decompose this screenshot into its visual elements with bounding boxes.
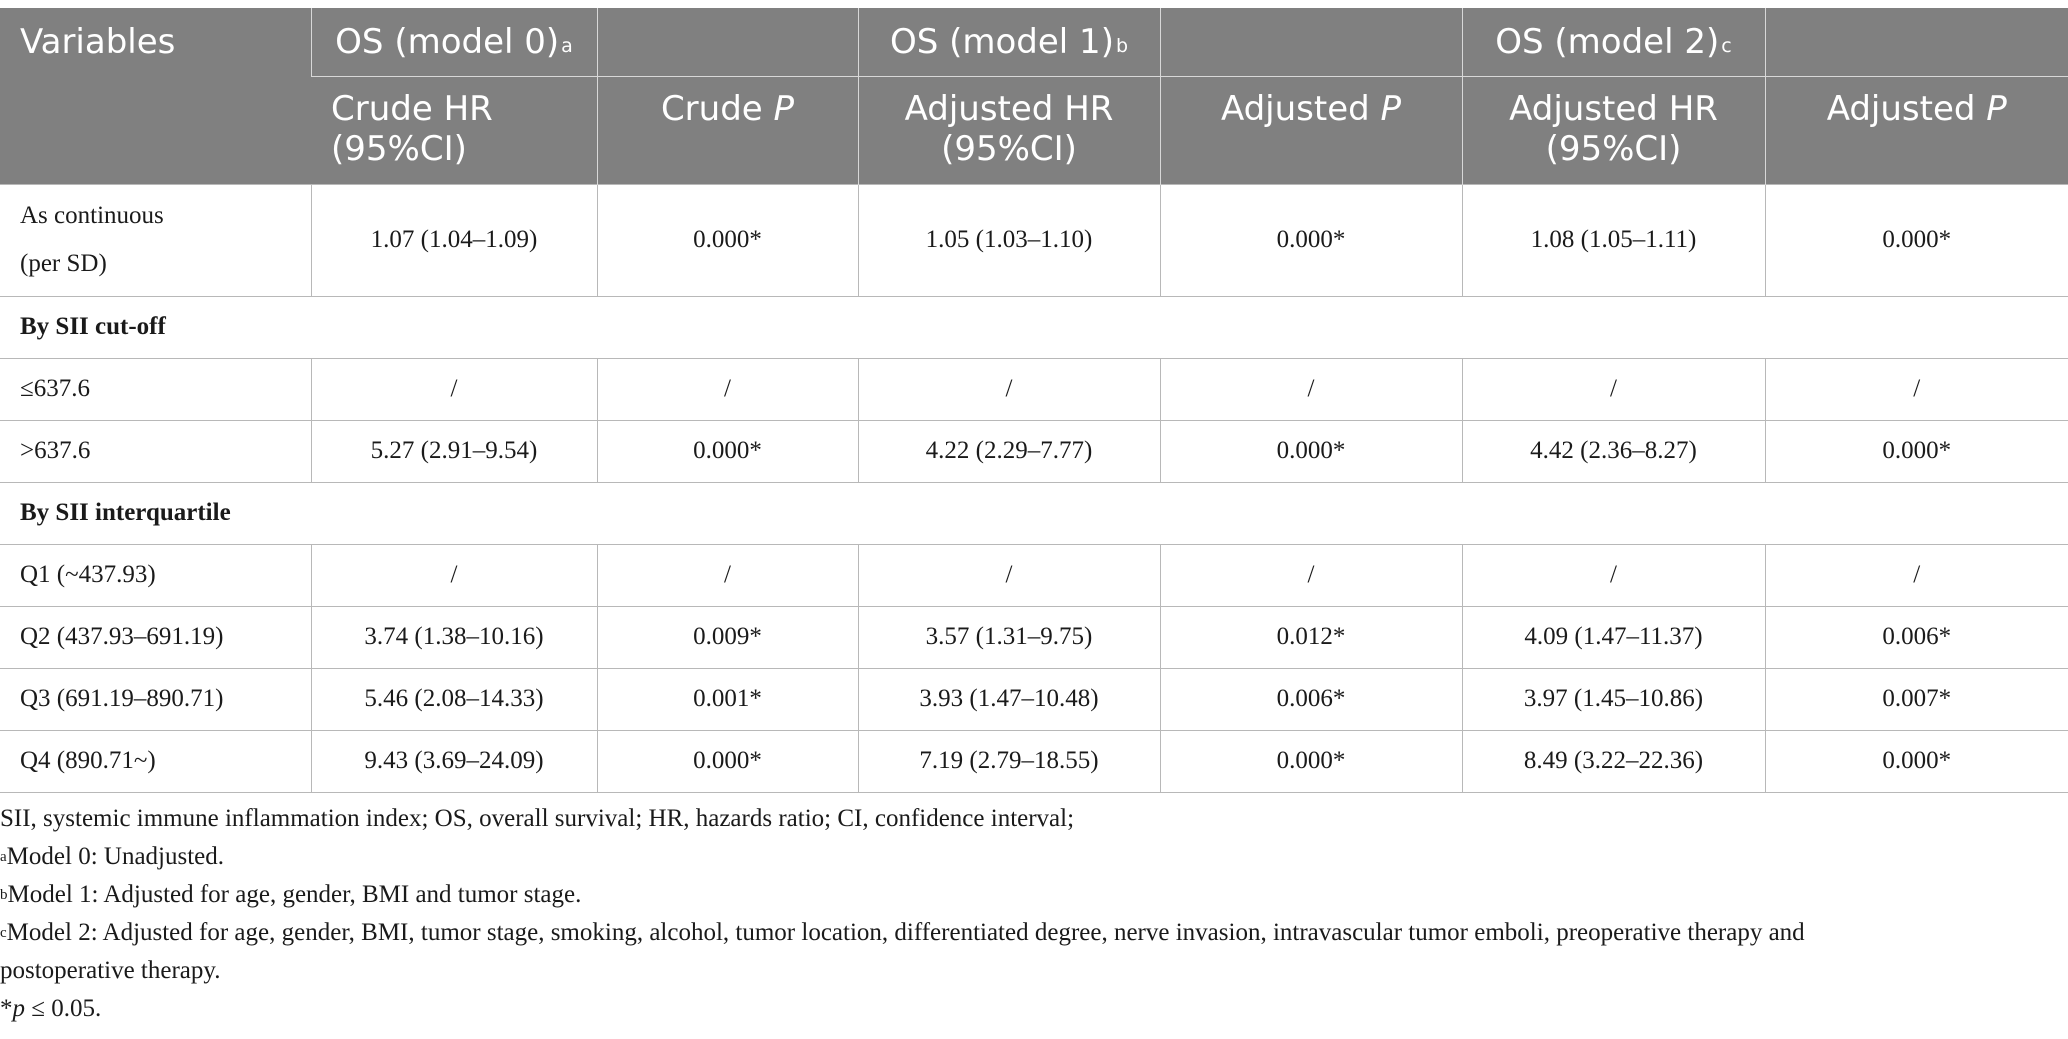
table-cell: 0.000* (1765, 420, 2068, 482)
table-cell: / (1160, 544, 1462, 606)
table-cell: / (1765, 358, 2068, 420)
footnote-p-italic: p (12, 995, 25, 1022)
table-cell: 0.000* (597, 420, 858, 482)
row-label (0, 184, 311, 296)
footnote-c-continued: postoperative therapy. (0, 957, 221, 984)
row-label: ≤637.6 (0, 358, 311, 420)
crude-hr-label: Crude HR (95%CI) (331, 88, 493, 169)
row-label: Q1 (~437.93) (0, 544, 311, 606)
table-cell: / (858, 358, 1160, 420)
table-cell: 0.001* (597, 668, 858, 730)
section-label: By SII cut-off (0, 296, 2068, 358)
footnote-a-text: Model 0: Unadjusted. (6, 843, 225, 870)
table-cell: / (1765, 544, 2068, 606)
header-row-sub (0, 76, 2068, 184)
table-cell: 3.93 (1.47–10.48) (858, 668, 1160, 730)
footnote-c-sup: c (0, 925, 7, 941)
model1-label: OS (model 1) (889, 22, 1114, 62)
table-cell: / (1462, 544, 1765, 606)
table-cell: / (1160, 358, 1462, 420)
footnote-abbreviations: SII, systemic immune inflammation index; OS, overall survival; HR, hazards ratio; CI, confidence interval; (0, 805, 1075, 832)
table-cell: 3.57 (1.31–9.75) (858, 606, 1160, 668)
table-cell: 0.000* (597, 184, 858, 296)
table-cell: 4.22 (2.29–7.77) (858, 420, 1160, 482)
model1-sup: b (1115, 35, 1129, 57)
footnote-c (0, 914, 2068, 952)
header-adj-p-1 (1160, 76, 1462, 184)
table-cell: 0.007* (1765, 668, 2068, 730)
table-row-gt (0, 420, 2068, 482)
p-italic: P (773, 88, 795, 129)
row-label: Q4 (890.71~) (0, 730, 311, 792)
table-footnotes (0, 800, 2068, 1028)
table-cell: 0.009* (597, 606, 858, 668)
header-empty-3 (1765, 8, 2068, 76)
adj-p-1-label: Adjusted (1220, 88, 1370, 129)
table-cell: 7.19 (2.79–18.55) (858, 730, 1160, 792)
table-cell: 4.42 (2.36–8.27) (1462, 420, 1765, 482)
table-cell: 5.46 (2.08–14.33) (311, 668, 597, 730)
header-model2 (1462, 8, 1765, 76)
header-adj-hr-1 (858, 76, 1160, 184)
table-cell: 0.000* (1160, 730, 1462, 792)
header-empty-2 (1160, 8, 1462, 76)
footnote-a (0, 838, 2068, 876)
section-row-cutoff (0, 296, 2068, 358)
table-cell: / (597, 358, 858, 420)
table-cell: 1.07 (1.04–1.09) (311, 184, 597, 296)
table-cell: 0.006* (1160, 668, 1462, 730)
row-label: Q3 (691.19–890.71) (0, 668, 311, 730)
footnote-a-sup: a (0, 849, 7, 865)
table-cell: 0.000* (1765, 730, 2068, 792)
table-cell: 9.43 (3.69–24.09) (311, 730, 597, 792)
table-row-q4 (0, 730, 2068, 792)
table-cell: 0.006* (1765, 606, 2068, 668)
table-cell: 0.000* (1765, 184, 2068, 296)
table-row-q1 (0, 544, 2068, 606)
footnote-b-sup: b (0, 887, 8, 903)
footnote-b (0, 876, 2068, 914)
footnote-significance (0, 990, 2068, 1028)
table-cell: 1.08 (1.05–1.11) (1462, 184, 1765, 296)
table-body (0, 184, 2068, 792)
p-italic: P (1380, 88, 1402, 129)
adj-p-2-label: Adjusted (1826, 88, 1976, 129)
footnote-threshold: ≤ 0.05. (25, 995, 102, 1022)
table-cell: 0.012* (1160, 606, 1462, 668)
header-adj-p-2 (1765, 76, 2068, 184)
model0-label: OS (model 0) (335, 22, 560, 62)
header-crude-p (597, 76, 858, 184)
row-label: Q2 (437.93–691.19) (0, 606, 311, 668)
header-adj-hr-2 (1462, 76, 1765, 184)
adj-hr-1-label: Adjusted HR (95%CI) (904, 88, 1114, 169)
header-empty-1 (597, 8, 858, 76)
header-variables (0, 8, 311, 184)
table-cell: / (311, 358, 597, 420)
table-cell: 1.05 (1.03–1.10) (858, 184, 1160, 296)
p-italic: P (1986, 88, 2007, 129)
table-row-le (0, 358, 2068, 420)
table-cell: / (597, 544, 858, 606)
table-cell: 0.000* (1160, 420, 1462, 482)
header-variables-label: Variables (20, 22, 176, 62)
table-cell: 0.000* (1160, 184, 1462, 296)
table-row-q2 (0, 606, 2068, 668)
section-row-interquartile (0, 482, 2068, 544)
header-model0 (311, 8, 597, 76)
model0-sup: a (561, 35, 573, 57)
table-row-q3 (0, 668, 2068, 730)
table-cell: 0.000* (597, 730, 858, 792)
model2-label: OS (model 2) (1495, 22, 1720, 62)
results-table (0, 8, 2068, 793)
footnote-b-text: Model 1: Adjusted for age, gender, BMI and tumor stage. (7, 881, 582, 908)
table-cell: 5.27 (2.91–9.54) (311, 420, 597, 482)
header-model1 (858, 8, 1160, 76)
footnote-c-text: Model 2: Adjusted for age, gender, BMI, tumor stage, smoking, alcohol, tumor location, differentiated degree, nerve invasion, intravascular tumor emboli, preoperative therapy and (6, 919, 1805, 946)
header-crude-hr (311, 76, 597, 184)
crude-p-label: Crude (660, 88, 763, 129)
row-label: >637.6 (0, 420, 311, 482)
section-label: By SII interquartile (0, 482, 2068, 544)
table-row-continuous (0, 184, 2068, 296)
model2-sup: c (1721, 35, 1732, 57)
table-cell: 3.97 (1.45–10.86) (1462, 668, 1765, 730)
table-header (0, 8, 2068, 184)
footnote-star: * (0, 995, 13, 1022)
row-label-line1: As continuous (20, 202, 164, 229)
table-cell: 3.74 (1.38–10.16) (311, 606, 597, 668)
table-cell: 4.09 (1.47–11.37) (1462, 606, 1765, 668)
table-cell: / (311, 544, 597, 606)
table-cell: / (858, 544, 1160, 606)
adj-hr-2-label: Adjusted HR (95%CI) (1509, 88, 1718, 169)
table-cell: / (1462, 358, 1765, 420)
header-row-groups (0, 8, 2068, 76)
table-cell: 8.49 (3.22–22.36) (1462, 730, 1765, 792)
row-label-line2: (per SD) (20, 250, 107, 277)
